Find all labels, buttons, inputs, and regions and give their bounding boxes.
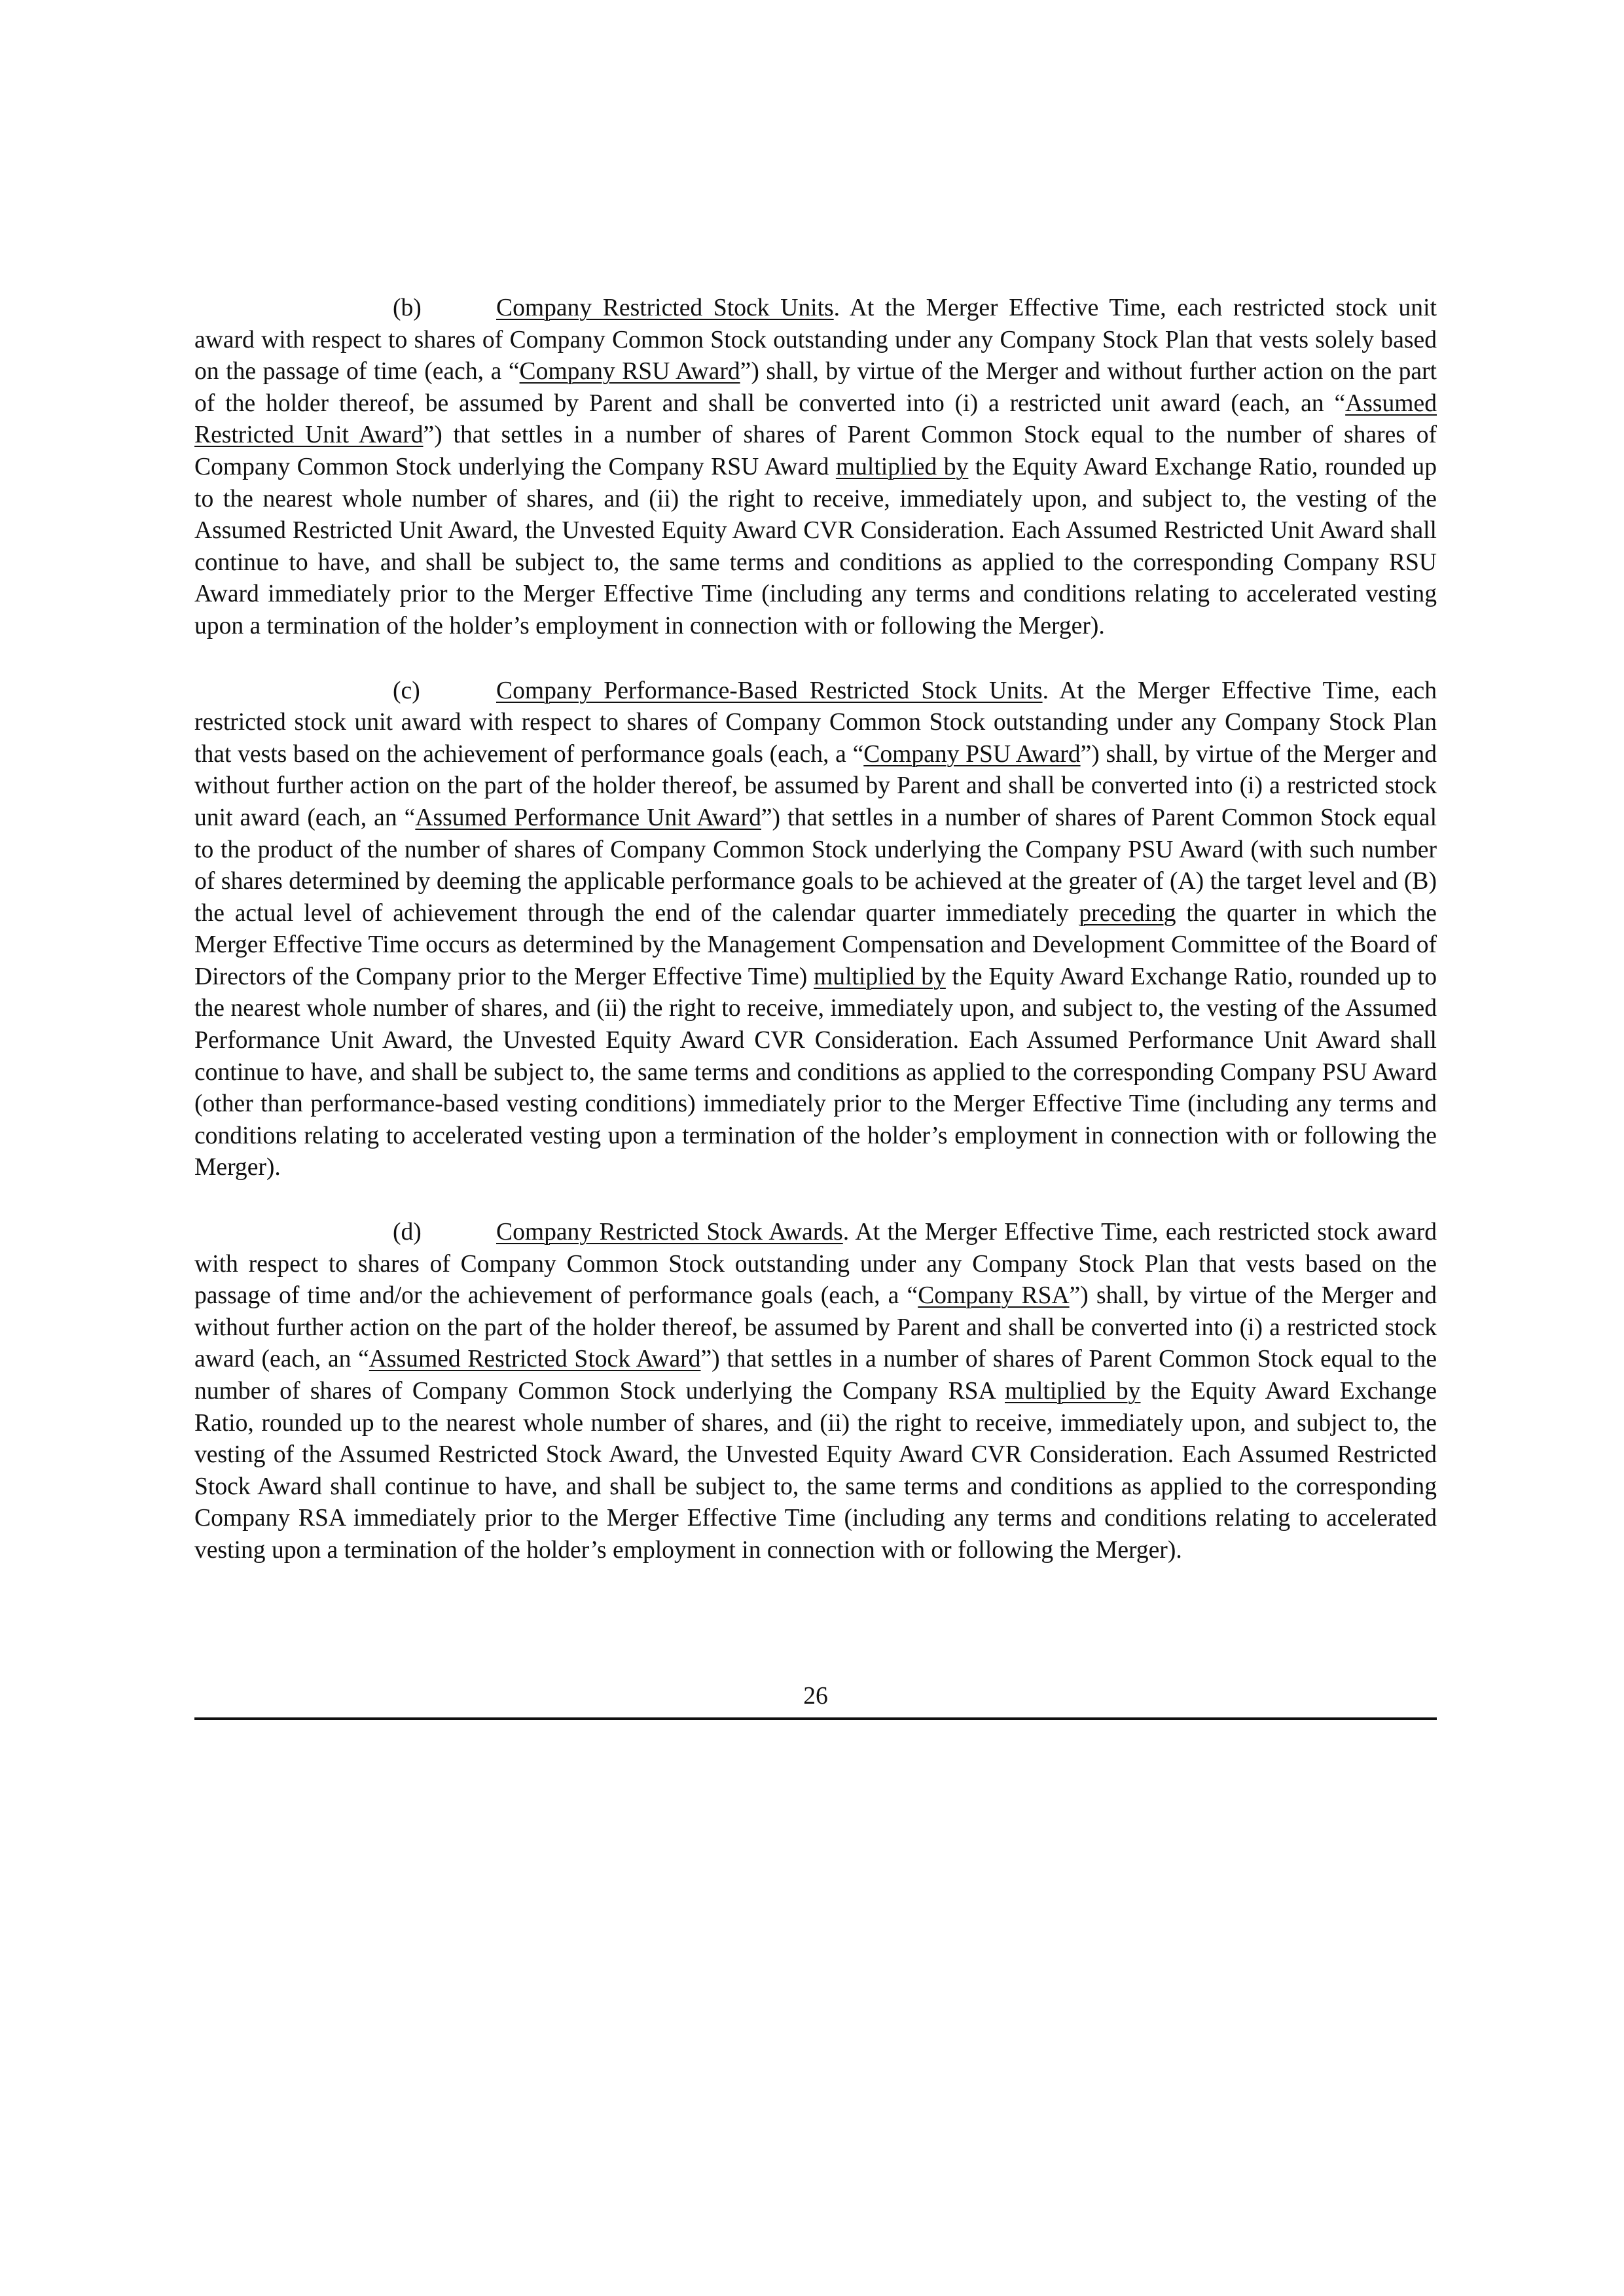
paragraph-text: ”) shall, by virtue of the Merger and without further action on the part of the holder thereof, be assumed by Parent and shall be converted into (i) a restricted stock unit award (each, an “ [194, 740, 1437, 831]
defined-term: Company PSU Award [863, 740, 1081, 768]
defined-term: Company RSA [918, 1282, 1070, 1310]
emphasized-term: preceding [1079, 899, 1176, 927]
defined-term: Assumed Performance Unit Award [415, 804, 761, 831]
paragraph-text: the Equity Award Exchange Ratio, rounded up to the nearest whole number of shares, and (ii) the right to receive, immediately upon, and subject to, the vesting of the Assumed Restricted Unit Award, the Unvested Equity Award CVR Consideration. Each Assumed Restricted Unit Award shall continue to have, and shall be subject to, the same terms and conditions as applied to the corresponding Company RSU Award immediately prior to the Merger Effective Time (including any terms and conditions relating to accelerated vesting upon a termination of the holder’s employment in connection with or following the Merger). [194, 453, 1437, 639]
document-body [194, 293, 1437, 1600]
paragraph-text: the Equity Award Exchange Ratio, rounded up to the nearest whole number of shares, and (ii) the right to receive, immediately upon, and subject to, the vesting of the Assumed Performance Unit Award, the Unvested Equity Award CVR Consideration. Each Assumed Performance Unit Award shall continue to have, and shall be subject to, the same terms and conditions as applied to the corresponding Company PSU Award (other than performance-based vesting conditions) immediately prior to the Merger Effective Time (including any terms and conditions relating to accelerated vesting upon a termination of the holder’s employment in connection with or following the Merger). [194, 963, 1437, 1181]
defined-term: Assumed Restricted Unit Award [194, 389, 1437, 449]
footer-rule [194, 1717, 1437, 1720]
emphasized-term: multiplied by [814, 963, 946, 990]
emphasized-term: multiplied by [835, 453, 969, 480]
paragraph-text: ”) that settles in a number of shares of Parent Common Stock equal to the number of shares of Company Common Stock underlying the Company RSA [194, 1346, 1437, 1405]
paragraph-text: the Equity Award Exchange Ratio, rounded up to the nearest whole number of shares, and (ii) the right to receive, immediately upon, and subject to, the vesting of the Assumed Restricted Stock Award, the Unvested Equity Award CVR Consideration. Each Assumed Restricted Stock Award shall continue to have, and shall be subject to, the same terms and conditions as applied to the corresponding Company RSA immediately prior to the Merger Effective Time (including any terms and conditions relating to accelerated vesting upon a termination of the holder’s employment in connection with or following the Merger). [194, 1378, 1437, 1564]
defined-term: Assumed Restricted Stock Award [369, 1346, 701, 1373]
paragraph-text: ”) that settles in a number of shares of Parent Common Stock equal to the number of shares of Company Common Stock underlying the Company RSU Award [194, 422, 1437, 480]
section-heading: Company Performance-Based Restricted Stock Units [496, 677, 1043, 704]
paragraph-c [194, 675, 1437, 1185]
paragraph-text: ”) that settles in a number of shares of Parent Common Stock equal to the product of the number of shares of Company Common Stock underlying the Company PSU Award (with such number of shares determined by deeming the applicable performance goals to be achieved at the greater of (A) the target level and (B) the actual level of achievement through the end of the calendar quarter immediately [194, 804, 1437, 927]
page-footer [194, 1681, 1437, 1712]
paragraph-marker: (b) [393, 295, 422, 321]
paragraph-marker: (c) [393, 677, 420, 704]
paragraph-marker: (d) [393, 1219, 422, 1246]
paragraph-text: . At the Merger Effective Time, each restricted stock unit award with respect to shares of Company Common Stock outstanding under any Company Stock Plan that vests based on the achievement of performance goals (each, a “ [194, 677, 1437, 768]
paragraph-b [194, 293, 1437, 643]
emphasized-term: multiplied by [1005, 1378, 1141, 1405]
paragraph-d [194, 1217, 1437, 1567]
paragraph-text: ”) shall, by virtue of the Merger and without further action on the part of the holder thereof, be assumed by Parent and shall be converted into (i) a restricted stock award (each, an “ [194, 1282, 1437, 1373]
paragraph-text: . At the Merger Effective Time, each restricted stock award with respect to shares of Company Common Stock outstanding under any Company Stock Plan that vests based on the passage of time and/or the achievement of performance goals (each, a “ [194, 1219, 1437, 1310]
paragraph-text: ”) shall, by virtue of the Merger and without further action on the part of the holder thereof, be assumed by Parent and shall be converted into (i) a restricted unit award (each, an “ [194, 358, 1437, 417]
paragraph-text: the quarter in which the Merger Effective Time occurs as determined by the Management Compensation and Development Committee of the Board of Directors of the Company prior to the Merger Effective Time) [194, 899, 1437, 990]
page-number: 26 [803, 1683, 828, 1710]
section-heading: Company Restricted Stock Awards [496, 1219, 843, 1246]
defined-term: Company RSU Award [519, 358, 740, 386]
section-heading: Company Restricted Stock Units [496, 295, 834, 321]
paragraph-text: . At the Merger Effective Time, each restricted stock unit award with respect to shares of Company Common Stock outstanding under any Company Stock Plan that vests solely based on the passage of time (each, a “ [194, 295, 1437, 386]
